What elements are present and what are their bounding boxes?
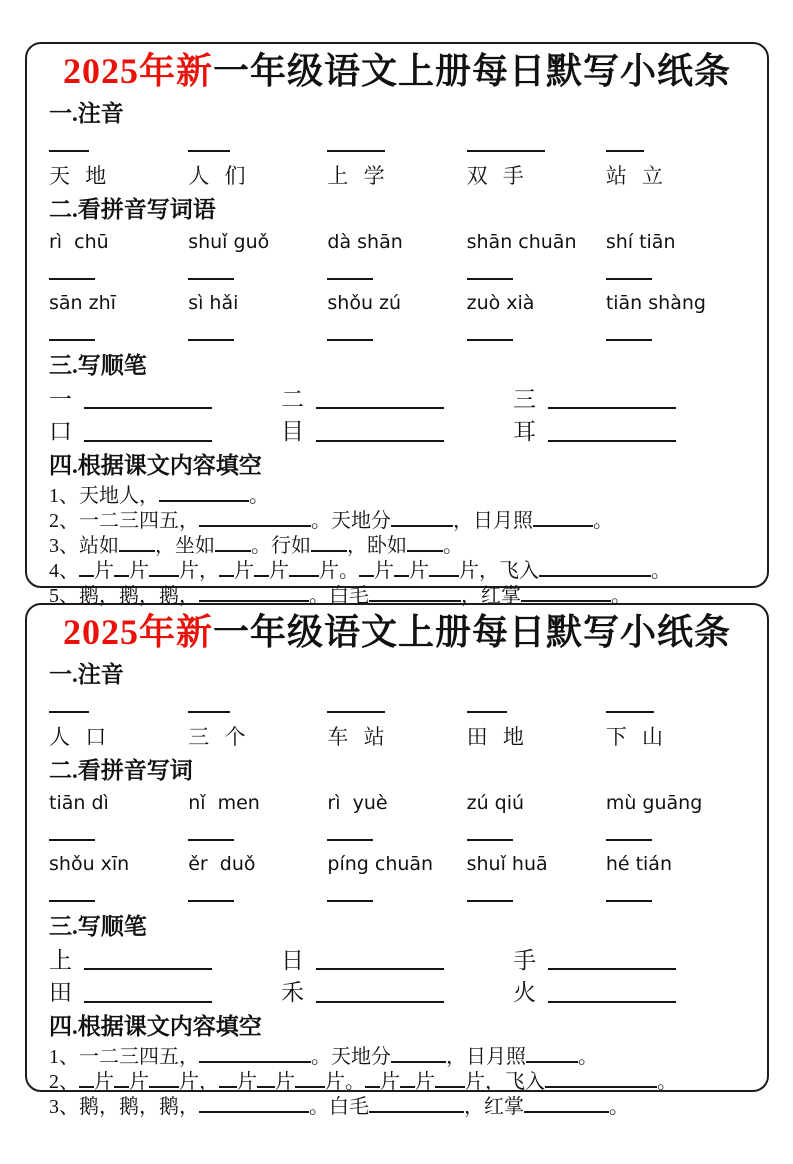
pinyin-item bbox=[49, 792, 188, 846]
pinyin-text: rì chū bbox=[49, 231, 109, 254]
fill-text: 4、 bbox=[49, 559, 79, 582]
pinyin-text: hé tián bbox=[605, 853, 672, 876]
stroke-order-item bbox=[49, 418, 281, 446]
zhuyin-word: 人 口 bbox=[49, 724, 112, 749]
pinyin-text: nǐ men bbox=[188, 792, 260, 815]
stroke-order-item bbox=[49, 947, 281, 975]
fill-answer-blank bbox=[79, 563, 94, 577]
stroke-answer-blank bbox=[316, 1001, 444, 1003]
fill-in-line bbox=[49, 484, 745, 509]
stroke-order-item bbox=[513, 979, 745, 1007]
fill-text: 片， bbox=[179, 1070, 219, 1093]
fill-text: 片 bbox=[129, 1070, 149, 1093]
pinyin-answer-blank bbox=[49, 839, 95, 841]
card-title bbox=[49, 611, 745, 655]
fill-text: 1、一二三四五， bbox=[49, 1045, 199, 1068]
fill-answer-blank bbox=[257, 1074, 275, 1088]
fill-answer-blank bbox=[394, 563, 409, 577]
pinyin-text: sān zhī bbox=[49, 292, 116, 315]
zhuyin-item bbox=[327, 700, 466, 751]
section-heading-pinyin: 二.看拼音写词 bbox=[49, 757, 193, 783]
pinyin-answer-blank bbox=[467, 839, 513, 841]
fill-text: 。 bbox=[651, 559, 671, 582]
pinyin-text: dà shān bbox=[327, 231, 403, 254]
stroke-answer-blank bbox=[548, 968, 676, 970]
title-year-highlight: 2025年新 bbox=[62, 612, 213, 652]
pinyin-row bbox=[49, 292, 745, 346]
zhuyin-item bbox=[467, 700, 606, 751]
fill-answer-blank bbox=[199, 1049, 311, 1063]
stroke-answer-blank bbox=[548, 1001, 676, 1003]
pinyin-item bbox=[467, 292, 606, 346]
fill-answer-blank bbox=[365, 1074, 380, 1088]
fill-text: 5、鹅，鹅，鹅， bbox=[49, 584, 199, 607]
stroke-character: 口 bbox=[49, 419, 72, 445]
pinyin-item bbox=[188, 853, 327, 907]
zhuyin-item bbox=[327, 139, 466, 190]
fill-text: 片，飞入 bbox=[459, 559, 539, 582]
fill-in-line bbox=[49, 509, 745, 534]
pinyin-answer-blank bbox=[49, 339, 95, 341]
fill-in-line bbox=[49, 534, 745, 559]
zhuyin-answer-blank bbox=[327, 700, 385, 713]
stroke-answer-blank bbox=[84, 1001, 212, 1003]
fill-text: ，日月照 bbox=[453, 509, 533, 532]
fill-answer-blank bbox=[369, 588, 461, 602]
fill-text: 1、天地人， bbox=[49, 484, 159, 507]
fill-answer-blank bbox=[114, 563, 129, 577]
pinyin-answer-blank bbox=[606, 839, 652, 841]
fill-text: ，红掌 bbox=[461, 584, 521, 607]
fill-text: 2、一二三四五， bbox=[49, 509, 199, 532]
pinyin-text: sì hǎi bbox=[188, 292, 239, 315]
stroke-character: 目 bbox=[281, 419, 304, 445]
section-heading-zhuyin: 一.注音 bbox=[49, 100, 124, 126]
fill-text: 。 bbox=[578, 1045, 598, 1068]
fill-answer-blank bbox=[219, 563, 234, 577]
fill-answer-blank bbox=[526, 1049, 578, 1063]
zhuyin-word: 车 站 bbox=[327, 724, 390, 749]
zhuyin-answer-blank bbox=[606, 700, 654, 713]
fill-in-lines bbox=[49, 484, 745, 609]
pinyin-row bbox=[49, 853, 745, 907]
section-heading-pinyin: 二.看拼音写词语 bbox=[49, 196, 216, 222]
fill-text: 。天地分 bbox=[311, 509, 391, 532]
fill-in-line bbox=[49, 1045, 745, 1070]
fill-text: 2、 bbox=[49, 1070, 79, 1093]
fill-text: 。白毛 bbox=[309, 584, 369, 607]
zhuyin-item bbox=[467, 139, 606, 190]
fill-text: 。 bbox=[443, 534, 463, 557]
zhuyin-answer-blank bbox=[188, 139, 230, 152]
pinyin-item bbox=[467, 231, 606, 285]
pinyin-text: ěr duǒ bbox=[188, 853, 256, 876]
stroke-character: 三 bbox=[513, 386, 536, 412]
section-heading-zhuyin: 一.注音 bbox=[49, 661, 124, 687]
fill-in-line bbox=[49, 1070, 745, 1095]
pinyin-text: shān chuān bbox=[466, 231, 577, 254]
fill-answer-blank bbox=[114, 1074, 129, 1088]
zhuyin-answer-blank bbox=[327, 139, 385, 152]
fill-answer-blank bbox=[311, 538, 347, 552]
fill-text: 片。 bbox=[319, 559, 359, 582]
pinyin-answer-blank bbox=[606, 900, 652, 902]
stroke-answer-blank bbox=[548, 407, 676, 409]
stroke-answer-blank bbox=[84, 440, 212, 442]
fill-answer-blank bbox=[289, 563, 319, 577]
fill-text: 片。 bbox=[325, 1070, 365, 1093]
fill-answer-blank bbox=[119, 538, 155, 552]
pinyin-answer-blank bbox=[327, 839, 373, 841]
pinyin-item bbox=[606, 231, 745, 285]
fill-answer-blank bbox=[429, 563, 459, 577]
pinyin-item bbox=[188, 231, 327, 285]
fill-in-line bbox=[49, 1095, 745, 1120]
pinyin-answer-blank bbox=[327, 339, 373, 341]
card-title bbox=[49, 50, 745, 94]
zhuyin-word: 人 们 bbox=[188, 163, 251, 188]
title-year-highlight: 2025年新 bbox=[62, 51, 213, 91]
fill-text: ，红掌 bbox=[464, 1095, 524, 1118]
pinyin-text: mù guāng bbox=[605, 792, 703, 815]
pinyin-text: shí tiān bbox=[605, 231, 676, 254]
pinyin-text: shuǐ huā bbox=[466, 853, 548, 876]
section-heading-fill: 四.根据课文内容填空 bbox=[49, 1013, 262, 1039]
pinyin-item bbox=[49, 292, 188, 346]
pinyin-text: píng chuān bbox=[327, 853, 434, 876]
stroke-answer-blank bbox=[548, 440, 676, 442]
fill-answer-blank bbox=[254, 563, 269, 577]
stroke-answer-blank bbox=[316, 440, 444, 442]
pinyin-item bbox=[327, 853, 466, 907]
pinyin-item bbox=[606, 792, 745, 846]
pinyin-answer-blank bbox=[467, 900, 513, 902]
fill-text: 片，飞入 bbox=[465, 1070, 545, 1093]
pinyin-text: rì yuè bbox=[327, 792, 388, 815]
zhuyin-item bbox=[188, 700, 327, 751]
zhuyin-word-row bbox=[49, 700, 745, 751]
fill-answer-blank bbox=[539, 563, 651, 577]
fill-text: 片 bbox=[94, 559, 114, 582]
stroke-character: 禾 bbox=[281, 980, 304, 1006]
pinyin-item bbox=[49, 853, 188, 907]
pinyin-text: tiān dì bbox=[49, 792, 109, 815]
zhuyin-answer-blank bbox=[49, 139, 89, 152]
stroke-order-item bbox=[49, 979, 281, 1007]
pinyin-answer-blank bbox=[606, 339, 652, 341]
worksheet-card-2 bbox=[25, 603, 769, 1118]
pinyin-answer-blank bbox=[188, 839, 234, 841]
pinyin-answer-blank bbox=[188, 900, 234, 902]
section-heading-strokes: 三.写顺笔 bbox=[49, 353, 147, 378]
fill-text: 片 bbox=[374, 559, 394, 582]
fill-text: 。白毛 bbox=[309, 1095, 369, 1118]
pinyin-text: shǒu xīn bbox=[49, 853, 130, 876]
zhuyin-word: 双 手 bbox=[466, 163, 529, 188]
fill-text: 片 bbox=[415, 1070, 435, 1093]
stroke-order-item bbox=[513, 418, 745, 446]
fill-text: ，坐如 bbox=[155, 534, 215, 557]
fill-text: 。 bbox=[611, 584, 631, 607]
fill-text: 片 bbox=[129, 559, 149, 582]
pinyin-answer-blank bbox=[467, 278, 513, 280]
zhuyin-word: 站 立 bbox=[605, 163, 669, 188]
fill-answer-blank bbox=[219, 1074, 237, 1088]
pinyin-answer-blank bbox=[49, 900, 95, 902]
fill-answer-blank bbox=[407, 538, 443, 552]
stroke-character: 手 bbox=[513, 947, 536, 973]
stroke-character: 二 bbox=[281, 386, 304, 412]
fill-answer-blank bbox=[295, 1074, 325, 1088]
fill-answer-blank bbox=[149, 563, 179, 577]
stroke-character: 耳 bbox=[513, 419, 536, 445]
pinyin-item bbox=[49, 231, 188, 285]
stroke-character: 一 bbox=[49, 386, 72, 412]
fill-answer-blank bbox=[369, 1099, 464, 1113]
fill-text: 片 bbox=[409, 559, 429, 582]
pinyin-answer-blank bbox=[188, 339, 234, 341]
fill-answer-blank bbox=[79, 1074, 94, 1088]
stroke-order-item bbox=[281, 979, 513, 1007]
fill-answer-blank bbox=[533, 513, 593, 527]
pinyin-item bbox=[606, 853, 745, 907]
fill-text: 片 bbox=[237, 1070, 257, 1093]
stroke-order-item bbox=[513, 947, 745, 975]
zhuyin-item bbox=[49, 139, 188, 190]
fill-text: 3、站如 bbox=[49, 534, 119, 557]
stroke-answer-blank bbox=[316, 407, 444, 409]
pinyin-text: shuǐ guǒ bbox=[188, 231, 270, 254]
pinyin-item bbox=[606, 292, 745, 346]
fill-in-lines bbox=[49, 1045, 745, 1120]
fill-answer-blank bbox=[524, 1099, 609, 1113]
fill-answer-blank bbox=[359, 563, 374, 577]
fill-answer-blank bbox=[199, 513, 311, 527]
fill-text: 片 bbox=[275, 1070, 295, 1093]
fill-in-line bbox=[49, 559, 745, 584]
stroke-order-row bbox=[49, 386, 745, 414]
stroke-character: 上 bbox=[49, 947, 72, 973]
pinyin-item bbox=[467, 853, 606, 907]
fill-text: 。天地分 bbox=[311, 1045, 391, 1068]
fill-answer-blank bbox=[199, 588, 309, 602]
pinyin-answer-blank bbox=[49, 278, 95, 280]
pinyin-answer-blank bbox=[188, 278, 234, 280]
stroke-character: 日 bbox=[281, 947, 304, 973]
fill-text: 3、鹅，鹅，鹅， bbox=[49, 1095, 199, 1118]
zhuyin-item bbox=[606, 700, 745, 751]
stroke-order-item bbox=[281, 947, 513, 975]
pinyin-row bbox=[49, 231, 745, 285]
fill-text: 片， bbox=[179, 559, 219, 582]
zhuyin-answer-blank bbox=[188, 700, 230, 713]
pinyin-answer-blank bbox=[606, 278, 652, 280]
zhuyin-word: 三 个 bbox=[188, 724, 251, 749]
pinyin-text: tiān shàng bbox=[605, 292, 706, 315]
fill-answer-blank bbox=[391, 513, 453, 527]
fill-answer-blank bbox=[545, 1074, 657, 1088]
worksheet-page bbox=[0, 42, 793, 1164]
pinyin-text: zú qiú bbox=[466, 792, 525, 815]
fill-answer-blank bbox=[400, 1074, 415, 1088]
pinyin-answer-blank bbox=[327, 900, 373, 902]
fill-text: ，卧如 bbox=[347, 534, 407, 557]
stroke-character: 田 bbox=[49, 980, 72, 1006]
fill-text: 。 bbox=[593, 509, 613, 532]
pinyin-item bbox=[327, 231, 466, 285]
fill-answer-blank bbox=[149, 1074, 179, 1088]
zhuyin-item bbox=[188, 139, 327, 190]
fill-text: 片 bbox=[234, 559, 254, 582]
zhuyin-word: 天 地 bbox=[49, 163, 112, 188]
section-heading-fill: 四.根据课文内容填空 bbox=[49, 452, 262, 478]
stroke-character: 火 bbox=[513, 980, 536, 1006]
zhuyin-answer-blank bbox=[467, 139, 545, 152]
stroke-order-row bbox=[49, 979, 745, 1007]
pinyin-text: zuò xià bbox=[466, 292, 535, 315]
stroke-order-item bbox=[281, 386, 513, 414]
pinyin-item bbox=[188, 292, 327, 346]
pinyin-item bbox=[467, 792, 606, 846]
fill-answer-blank bbox=[199, 1099, 309, 1113]
pinyin-answer-blank bbox=[467, 339, 513, 341]
fill-answer-blank bbox=[435, 1074, 465, 1088]
title-rest: 一年级语文上册每日默写小纸条 bbox=[213, 51, 732, 91]
fill-answer-blank bbox=[391, 1049, 446, 1063]
fill-text: 片 bbox=[94, 1070, 114, 1093]
pinyin-item bbox=[327, 292, 466, 346]
pinyin-item bbox=[327, 792, 466, 846]
worksheet-card-1 bbox=[25, 42, 769, 607]
zhuyin-answer-blank bbox=[49, 700, 89, 713]
fill-text: ，日月照 bbox=[446, 1045, 526, 1068]
pinyin-answer-blank bbox=[327, 278, 373, 280]
section-heading-strokes: 三.写顺笔 bbox=[49, 914, 147, 939]
zhuyin-answer-blank bbox=[606, 139, 644, 152]
zhuyin-word-row bbox=[49, 139, 745, 190]
zhuyin-answer-blank bbox=[467, 700, 507, 713]
stroke-order-item bbox=[513, 386, 745, 414]
pinyin-item bbox=[188, 792, 327, 846]
fill-answer-blank bbox=[521, 588, 611, 602]
fill-text: 。行如 bbox=[251, 534, 311, 557]
zhuyin-item bbox=[606, 139, 745, 190]
stroke-answer-blank bbox=[316, 968, 444, 970]
zhuyin-word: 上 学 bbox=[327, 163, 390, 188]
pinyin-text: shǒu zú bbox=[327, 292, 402, 315]
fill-text: 。 bbox=[249, 484, 269, 507]
pinyin-row bbox=[49, 792, 745, 846]
fill-answer-blank bbox=[215, 538, 251, 552]
stroke-order-item bbox=[49, 386, 281, 414]
title-rest: 一年级语文上册每日默写小纸条 bbox=[213, 612, 732, 652]
stroke-answer-blank bbox=[84, 407, 212, 409]
stroke-order-row bbox=[49, 418, 745, 446]
fill-text: 。 bbox=[657, 1070, 677, 1093]
stroke-answer-blank bbox=[84, 968, 212, 970]
fill-answer-blank bbox=[159, 488, 249, 502]
fill-text: 片 bbox=[269, 559, 289, 582]
fill-text: 。 bbox=[609, 1095, 629, 1118]
zhuyin-word: 下 山 bbox=[605, 724, 669, 749]
stroke-order-row bbox=[49, 947, 745, 975]
stroke-order-item bbox=[281, 418, 513, 446]
zhuyin-word: 田 地 bbox=[466, 724, 529, 749]
zhuyin-item bbox=[49, 700, 188, 751]
fill-text: 片 bbox=[380, 1070, 400, 1093]
